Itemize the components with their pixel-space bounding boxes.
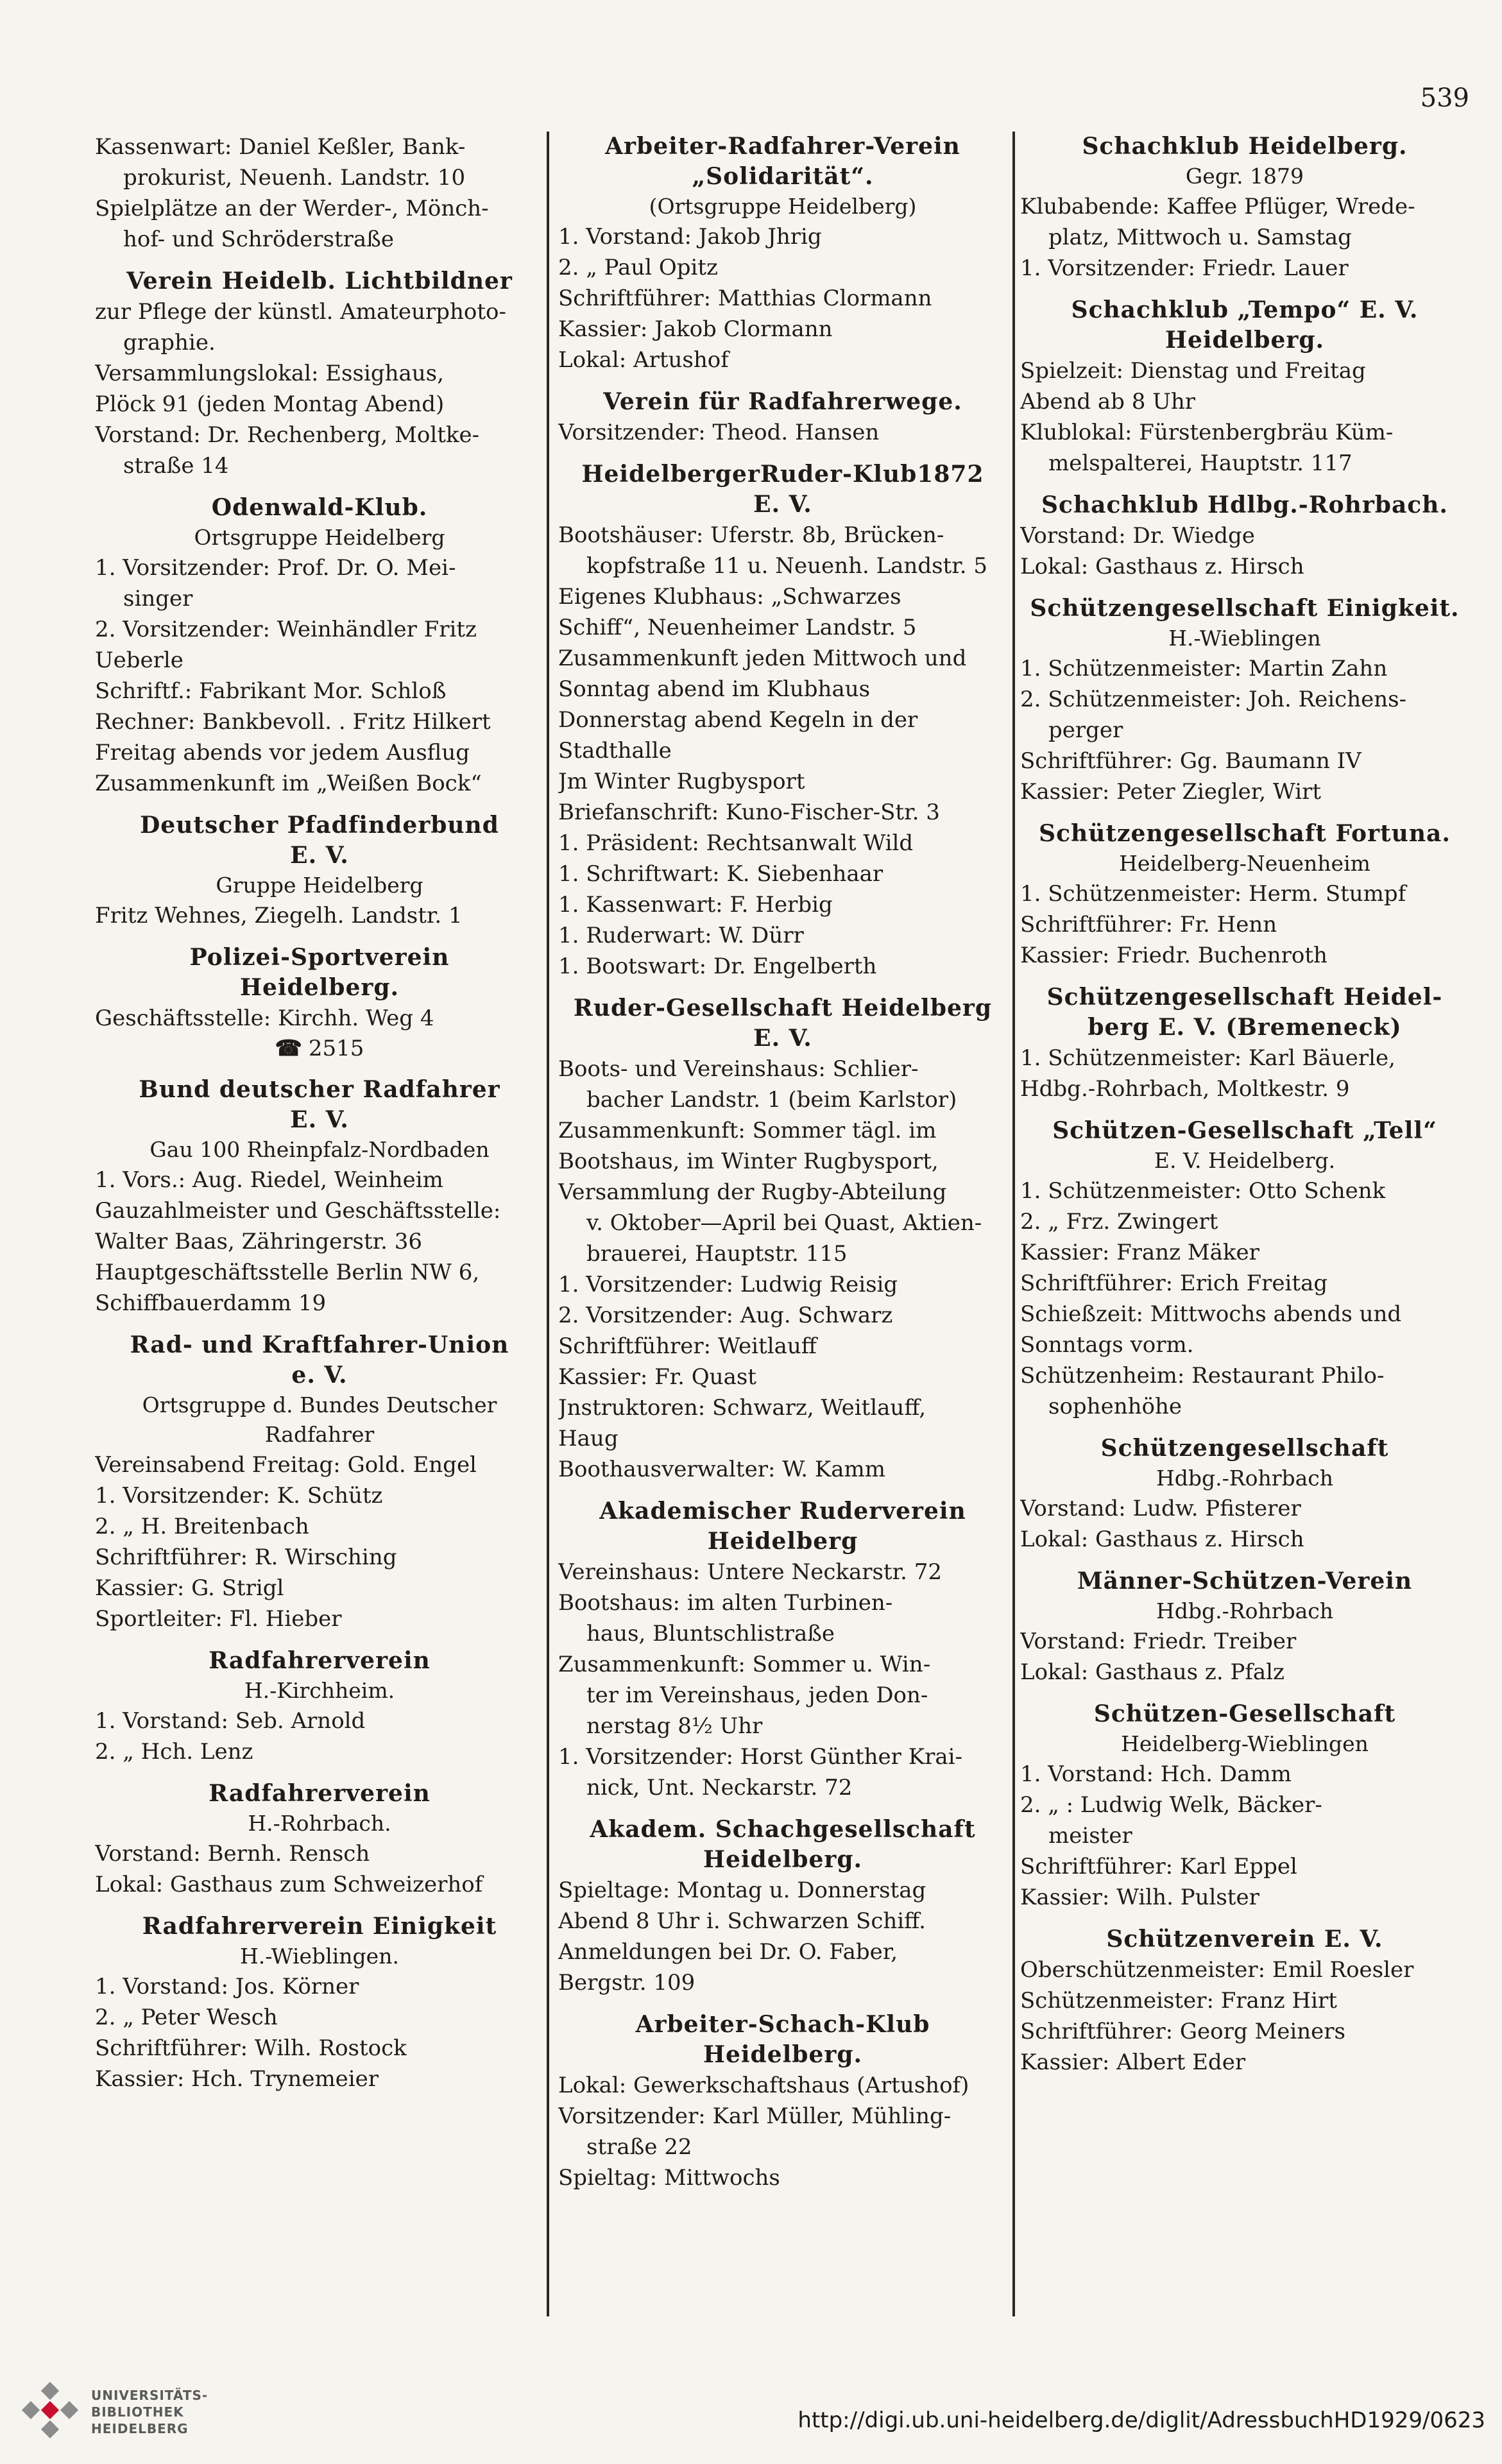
entry-heading: Radfahrerverein Einigkeit xyxy=(142,1913,497,1940)
entry-subheading: Hdbg.-Rohrbach xyxy=(1156,1466,1334,1491)
entry-line: Bootshäuser: Uferstr. 8b, Brücken- xyxy=(558,522,944,548)
entry-heading: berg E. V. (Bremeneck) xyxy=(1088,1014,1402,1041)
entry-line: Vorstand: Ludw. Pfisterer xyxy=(1020,1496,1301,1521)
entry-line: Kassenwart: Daniel Keßler, Bank- xyxy=(95,134,466,160)
entry-heading: e. V. xyxy=(291,1362,348,1389)
phone-number xyxy=(95,1034,544,1063)
entry-line: sophenhöhe xyxy=(1048,1394,1182,1419)
entry-line: nerstag 8½ Uhr xyxy=(586,1713,763,1739)
directory-entry xyxy=(1020,1566,1469,1688)
entry-line: 2. „ : Ludwig Welk, Bäcker- xyxy=(1020,1792,1322,1818)
entry-line: Schriftführer: Fr. Henn xyxy=(1020,912,1277,937)
entry-heading: Schachklub Heidelberg. xyxy=(1082,133,1408,160)
directory-entry xyxy=(1020,1116,1469,1422)
entry-line: 2. Vorsitzender: Weinhändler Fritz xyxy=(95,617,477,642)
entry-heading: Rad- und Kraftfahrer-Union xyxy=(130,1331,509,1358)
directory-entry xyxy=(1020,132,1469,284)
library-logo-icon xyxy=(19,2381,81,2442)
column-divider xyxy=(547,132,549,2316)
entry-subheading: H.-Rohrbach. xyxy=(248,1811,391,1836)
entry-heading: Arbeiter-Schach-Klub xyxy=(635,2011,930,2038)
entry-line: Hdbg.-Rohrbach, Moltkestr. 9 xyxy=(1020,1076,1350,1102)
entry-heading: Bund deutscher Radfahrer xyxy=(139,1076,500,1103)
entry-line: 1. Vorsitzender: Prof. Dr. O. Mei- xyxy=(95,555,456,581)
entry-line: Kassier: Hch. Trynemeier xyxy=(95,2066,379,2092)
entry-heading: Schützen-Gesellschaft „Tell“ xyxy=(1052,1117,1437,1144)
entry-line: singer xyxy=(123,586,193,612)
directory-entry xyxy=(1020,1924,1469,2078)
entry-line: Spieltag: Mittwochs xyxy=(558,2165,780,2191)
entry-line: Bootshaus, im Winter Rugbysport, xyxy=(558,1149,939,1174)
entry-line: Schiff“, Neuenheimer Landstr. 5 xyxy=(558,615,917,640)
entry-heading: E. V. xyxy=(753,1025,812,1052)
entry-line: Spielplätze an der Werder-, Mönch- xyxy=(95,196,489,221)
entry-line: Klublokal: Fürstenbergbräu Küm- xyxy=(1020,420,1394,445)
entry-line: hof- und Schröderstraße xyxy=(123,227,394,252)
entry-subheading: Heidelberg-Neuenheim xyxy=(1119,851,1370,876)
entry-line: Sportleiter: Fl. Hieber xyxy=(95,1606,342,1632)
directory-entry xyxy=(95,132,544,255)
entry-line: Kassier: G. Strigl xyxy=(95,1575,284,1601)
entry-line: Schriftführer: Karl Eppel xyxy=(1020,1854,1297,1879)
entry-subheading: (Ortsgruppe Heidelberg) xyxy=(649,194,917,219)
entry-line: Walter Baas, Zähringerstr. 36 xyxy=(95,1229,423,1254)
entry-heading: Heidelberg. xyxy=(1165,327,1325,354)
entry-line: Schriftführer: Erich Freitag xyxy=(1020,1270,1328,1296)
directory-entry xyxy=(558,1496,1007,1803)
entry-heading: E. V. xyxy=(290,842,349,869)
entry-heading: Schützengesellschaft Einigkeit. xyxy=(1030,595,1460,622)
entry-line: bacher Landstr. 1 (beim Karlstor) xyxy=(586,1087,957,1113)
entry-heading: E. V. xyxy=(290,1106,349,1133)
entry-line: 1. Vorstand: Jakob Jhrig xyxy=(558,224,822,250)
directory-entry xyxy=(95,266,544,481)
entry-line: 1. Schützenmeister: Karl Bäuerle, xyxy=(1020,1045,1395,1071)
directory-entry xyxy=(95,1075,544,1319)
entry-line: Fritz Wehnes, Ziegelh. Landstr. 1 xyxy=(95,903,463,928)
entry-line: Haug xyxy=(558,1426,619,1451)
entry-line: Lokal: Gewerkschaftshaus (Artushof) xyxy=(558,2073,969,2098)
directory-entry xyxy=(1020,982,1469,1104)
entry-line: Kassier: Fr. Quast xyxy=(558,1364,756,1390)
phone-number-value: 2515 xyxy=(308,1036,364,1061)
entry-line: Versammlungslokal: Essighaus, xyxy=(95,361,444,386)
entry-line: perger xyxy=(1048,717,1123,743)
entry-heading: Deutscher Pfadfinderbund xyxy=(140,812,499,839)
entry-line: Stadthalle xyxy=(558,738,672,764)
entry-heading: Schützen-Gesellschaft xyxy=(1093,1700,1396,1727)
entry-line: Sonntag abend im Klubhaus xyxy=(558,676,871,702)
entry-line: Gauzahlmeister und Geschäftsstelle: xyxy=(95,1198,501,1224)
entry-line: Kassier: Franz Mäker xyxy=(1020,1240,1259,1265)
entry-heading: Radfahrerverein xyxy=(209,1780,431,1807)
directory-entry xyxy=(558,387,1007,448)
entry-heading: Schachklub „Tempo“ E. V. xyxy=(1071,296,1419,323)
entry-line: 2. Vorsitzender: Aug. Schwarz xyxy=(558,1303,893,1328)
directory-entry xyxy=(1020,1433,1469,1555)
entry-line: melspalterei, Hauptstr. 117 xyxy=(1048,450,1353,476)
entry-line: Vorsitzender: Karl Müller, Mühling- xyxy=(558,2103,952,2129)
entry-line: Sonntags vorm. xyxy=(1020,1332,1194,1358)
entry-line: 2. Schützenmeister: Joh. Reichens- xyxy=(1020,687,1407,712)
entry-line: Kassier: Albert Eder xyxy=(1020,2049,1246,2075)
entry-subheading: E. V. Heidelberg. xyxy=(1154,1148,1336,1173)
entry-heading: HeidelbergerRuder-Klub1872 xyxy=(581,461,984,488)
entry-heading: Schützengesellschaft xyxy=(1100,1435,1389,1462)
entry-subheading: Gegr. 1879 xyxy=(1185,164,1304,189)
entry-line: Kassier: Wilh. Pulster xyxy=(1020,1885,1259,1910)
entry-line: Spieltage: Montag u. Donnerstag xyxy=(558,1878,926,1903)
entry-line: 2. „ Paul Opitz xyxy=(558,255,718,280)
entry-line: Zusammenkunft: Sommer tägl. im xyxy=(558,1118,937,1143)
entry-heading: Arbeiter-Radfahrer-Verein xyxy=(605,133,960,160)
entry-line: haus, Bluntschlistraße xyxy=(586,1621,835,1647)
entry-heading: Odenwald-Klub. xyxy=(211,494,428,521)
entry-line: kopfstraße 11 u. Neuenh. Landstr. 5 xyxy=(586,553,987,579)
entry-line: Hauptgeschäftsstelle Berlin NW 6, xyxy=(95,1260,480,1285)
entry-line: Schützenheim: Restaurant Philo- xyxy=(1020,1363,1385,1389)
entry-line: brauerei, Hauptstr. 115 xyxy=(586,1241,848,1267)
entry-line: Briefanschrift: Kuno-Fischer-Str. 3 xyxy=(558,800,940,825)
entry-line: Schriftführer: Gg. Baumann IV xyxy=(1020,748,1361,774)
entry-line: Schriftführer: Wilh. Rostock xyxy=(95,2035,407,2061)
entry-subheading: Radfahrer xyxy=(264,1422,375,1447)
entry-line: 1. Vorstand: Jos. Körner xyxy=(95,1974,359,1999)
entry-line: 1. Vorsitzender: Friedr. Lauer xyxy=(1020,255,1349,281)
entry-line: Bootshaus: im alten Turbinen- xyxy=(558,1590,893,1616)
entry-line: Lokal: Gasthaus zum Schweizerhof xyxy=(95,1872,483,1897)
entry-heading: Schützenverein E. V. xyxy=(1106,1926,1383,1953)
entry-line: 1. Kassenwart: F. Herbig xyxy=(558,892,833,918)
entry-subheading: H.-Wieblingen. xyxy=(240,1944,399,1969)
library-name: UNIVERSITÄTS- BIBLIOTHEK HEIDELBERG xyxy=(91,2388,209,2436)
entry-heading: Verein Heidelb. Lichtbildner xyxy=(126,268,513,295)
entry-subheading: H.-Kirchheim. xyxy=(244,1678,395,1703)
entry-line: Lokal: Artushof xyxy=(558,347,729,373)
entry-line: Versammlung der Rugby-Abteilung xyxy=(558,1179,947,1205)
entry-line: Kassier: Peter Ziegler, Wirt xyxy=(1020,779,1322,805)
entry-line: Boots- und Vereinshaus: Schlier- xyxy=(558,1056,919,1082)
entry-line: Freitag abends vor jedem Ausflug xyxy=(95,740,470,766)
entry-line: 1. Vorsitzender: Ludwig Reisig xyxy=(558,1272,898,1297)
entry-line: 2. „ Frz. Zwingert xyxy=(1020,1209,1218,1235)
entry-subheading: H.-Wieblingen xyxy=(1168,626,1321,651)
entry-line: Klubabende: Kaffee Pflüger, Wrede- xyxy=(1020,194,1415,219)
entry-line: Plöck 91 (jeden Montag Abend) xyxy=(95,391,445,417)
entry-line: 1. Vorstand: Seb. Arnold xyxy=(95,1708,366,1734)
source-link[interactable]: http://digi.ub.uni-heidelberg.de/diglit/AdressbuchHD1929/0623 xyxy=(798,2408,1485,2433)
entry-line: straße 14 xyxy=(123,453,229,479)
entry-line: Donnerstag abend Kegeln in der xyxy=(558,707,918,733)
entry-line: ter im Vereinshaus, jeden Don- xyxy=(586,1682,928,1708)
entry-subheading: Gau 100 Rheinpfalz-Nordbaden xyxy=(149,1137,490,1162)
entry-line: Spielzeit: Dienstag und Freitag xyxy=(1020,358,1366,384)
entry-heading: Schachklub Hdlbg.-Rohrbach. xyxy=(1041,492,1448,518)
entry-heading: Heidelberg. xyxy=(703,1846,863,1873)
entry-heading: E. V. xyxy=(753,491,812,518)
directory-entry xyxy=(1020,819,1469,971)
entry-line: Oberschützenmeister: Emil Roesler xyxy=(1020,1957,1414,1983)
page-number: 539 xyxy=(1420,83,1469,113)
entry-line: 1. Ruderwart: W. Dürr xyxy=(558,923,804,948)
entry-line: Anmeldungen bei Dr. O. Faber, xyxy=(558,1939,898,1965)
entry-line: v. Oktober—April bei Quast, Aktien- xyxy=(586,1210,982,1236)
entry-line: 2. „ H. Breitenbach xyxy=(95,1514,309,1539)
entry-line: Eigenes Klubhaus: „Schwarzes xyxy=(558,584,901,610)
entry-line: Ueberle xyxy=(95,647,183,673)
entry-line: Jnstruktoren: Schwarz, Weitlauff, xyxy=(558,1395,926,1421)
directory-entry xyxy=(558,132,1007,375)
directory-entry xyxy=(95,1646,544,1767)
entry-line: Kassier: Friedr. Buchenroth xyxy=(1020,943,1327,968)
entry-line: Vorstand: Dr. Wiedge xyxy=(1020,523,1255,549)
entry-line: Lokal: Gasthaus z. Hirsch xyxy=(1020,1527,1304,1552)
entry-line: 1. Präsident: Rechtsanwalt Wild xyxy=(558,830,914,856)
entry-line: Vereinshaus: Untere Neckarstr. 72 xyxy=(558,1559,942,1585)
directory-entry xyxy=(558,1815,1007,1998)
entry-line: Vorsitzender: Theod. Hansen xyxy=(558,420,880,445)
entry-line: 1. Bootswart: Dr. Engelberth xyxy=(558,954,877,979)
entry-line: Schriftführer: R. Wirsching xyxy=(95,1544,397,1570)
entry-heading: „Solidarität“. xyxy=(692,163,874,190)
entry-line: nick, Unt. Neckarstr. 72 xyxy=(586,1775,853,1801)
entry-line: 1. Schützenmeister: Martin Zahn xyxy=(1020,656,1388,681)
entry-line: Abend ab 8 Uhr xyxy=(1020,389,1195,415)
entry-line: Schießzeit: Mittwochs abends und xyxy=(1020,1301,1402,1327)
column-3 xyxy=(1020,132,1469,2320)
directory-entry xyxy=(558,993,1007,1485)
entry-heading: Radfahrerverein xyxy=(209,1647,431,1674)
directory-entry xyxy=(1020,295,1469,479)
entry-line: Schiffbauerdamm 19 xyxy=(95,1290,327,1316)
entry-line: 1. Vors.: Aug. Riedel, Weinheim xyxy=(95,1167,443,1193)
entry-heading: Akadem. Schachgesellschaft xyxy=(590,1816,976,1843)
entry-line: Lokal: Gasthaus z. Pfalz xyxy=(1020,1659,1284,1685)
entry-line: 1. Vorsitzender: K. Schütz xyxy=(95,1483,383,1509)
entry-line: Bergstr. 109 xyxy=(558,1970,696,1996)
entry-line: 1. Schützenmeister: Otto Schenk xyxy=(1020,1178,1386,1204)
entry-line: 1. Vorsitzender: Horst Günther Krai- xyxy=(558,1744,962,1770)
entry-line: Schriftführer: Weitlauff xyxy=(558,1333,817,1359)
directory-entry xyxy=(95,1779,544,1900)
entry-heading: Ruder-Gesellschaft Heidelberg xyxy=(573,995,993,1022)
entry-line: Vereinsabend Freitag: Gold. Engel xyxy=(95,1452,477,1478)
entry-line: Zusammenkunft: Sommer u. Win- xyxy=(558,1652,931,1677)
entry-line: Rechner: Bankbevoll. . Fritz Hilkert xyxy=(95,709,491,735)
directory-entry xyxy=(95,1912,544,2094)
entry-line: platz, Mittwoch u. Samstag xyxy=(1048,225,1352,250)
entry-line: straße 22 xyxy=(586,2134,692,2160)
entry-subheading: Ortsgruppe d. Bundes Deutscher xyxy=(142,1392,497,1417)
entry-line: prokurist, Neuenh. Landstr. 10 xyxy=(123,165,466,191)
entry-subheading: Hdbg.-Rohrbach xyxy=(1156,1598,1334,1623)
directory-entry xyxy=(558,459,1007,982)
entry-line: 2. „ Hch. Lenz xyxy=(95,1739,253,1765)
entry-line: Boothausverwalter: W. Kamm xyxy=(558,1457,885,1482)
entry-line: Jm Winter Rugbysport xyxy=(558,769,805,794)
entry-heading: Heidelberg. xyxy=(239,974,400,1001)
entry-line: 2. „ Peter Wesch xyxy=(95,2005,278,2030)
entry-line: graphie. xyxy=(123,330,216,355)
entry-line: Vorstand: Dr. Rechenberg, Moltke- xyxy=(95,422,480,448)
directory-entry xyxy=(95,1330,544,1634)
entry-subheading: Heidelberg-Wieblingen xyxy=(1121,1731,1369,1756)
column-2 xyxy=(558,132,1007,2320)
directory-entry xyxy=(95,493,544,799)
entry-line: Zusammenkunft jeden Mittwoch und xyxy=(558,646,967,671)
entry-line: Abend 8 Uhr i. Schwarzen Schiff. xyxy=(558,1908,926,1934)
entry-line: Vorstand: Friedr. Treiber xyxy=(1020,1629,1297,1654)
entry-line: Lokal: Gasthaus z. Hirsch xyxy=(1020,554,1304,579)
entry-heading: Heidelberg xyxy=(707,1528,858,1555)
entry-heading: Schützengesellschaft Heidel- xyxy=(1046,984,1443,1011)
entry-line: Kassier: Jakob Clormann xyxy=(558,316,833,342)
entry-heading: Polizei-Sportverein xyxy=(189,944,450,971)
entry-line: meister xyxy=(1048,1823,1132,1849)
entry-subheading: Gruppe Heidelberg xyxy=(216,873,423,898)
entry-line: Geschäftsstelle: Kirchh. Weg 4 xyxy=(95,1005,434,1031)
entry-line: 1. Vorstand: Hch. Damm xyxy=(1020,1761,1292,1787)
entry-line: Schützenmeister: Franz Hirt xyxy=(1020,1988,1337,2014)
column-divider xyxy=(1012,132,1015,2316)
entry-subheading: Ortsgruppe Heidelberg xyxy=(194,525,445,550)
directory-entry xyxy=(95,943,544,1063)
entry-line: Vorstand: Bernh. Rensch xyxy=(95,1841,370,1867)
entry-heading: Akademischer Ruderverein xyxy=(599,1498,966,1525)
entry-heading: Heidelberg. xyxy=(703,2041,863,2068)
directory-entry xyxy=(1020,1699,1469,1913)
entry-line: 1. Schützenmeister: Herm. Stumpf xyxy=(1020,881,1406,907)
footer xyxy=(0,2368,1502,2464)
directory-entry xyxy=(1020,594,1469,807)
entry-line: zur Pflege der künstl. Amateurphoto- xyxy=(95,299,506,325)
telephone-icon: ☎ xyxy=(275,1036,302,1061)
entry-line: Zusammenkunft im „Weißen Bock“ xyxy=(95,771,482,796)
entry-heading: Verein für Radfahrerwege. xyxy=(603,388,962,415)
column-1 xyxy=(95,132,544,2320)
entry-heading: Schützengesellschaft Fortuna. xyxy=(1039,820,1451,847)
entry-line: Schriftführer: Matthias Clormann xyxy=(558,286,932,311)
entry-line: 1. Schriftwart: K. Siebenhaar xyxy=(558,861,883,887)
entry-heading: Männer-Schützen-Verein xyxy=(1077,1568,1413,1595)
entry-line: Schriftführer: Georg Meiners xyxy=(1020,2019,1345,2044)
directory-entry xyxy=(95,810,544,931)
directory-entry xyxy=(1020,490,1469,582)
directory-entry xyxy=(558,2010,1007,2193)
entry-line: Schriftf.: Fabrikant Mor. Schloß xyxy=(95,678,447,704)
